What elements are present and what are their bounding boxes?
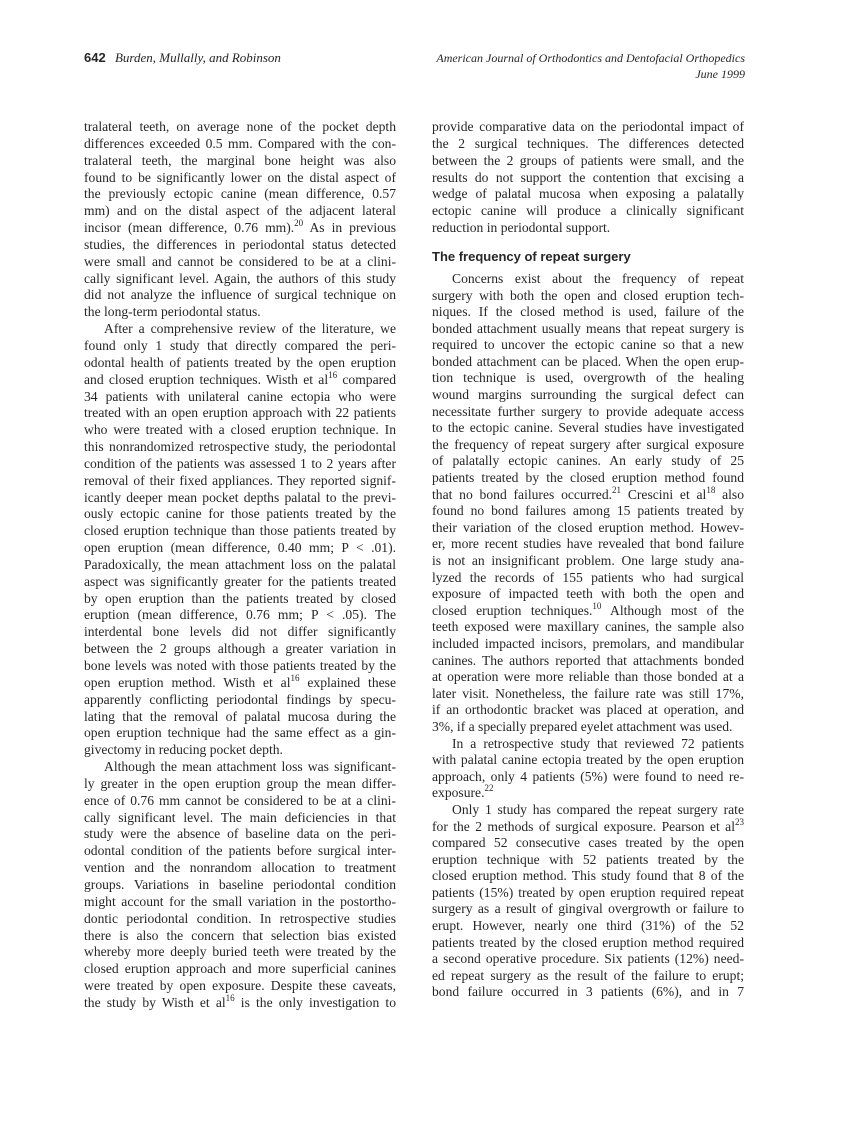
line-text: niques. If the closed method is used, failure of the bbox=[432, 304, 744, 320]
text-line bbox=[84, 321, 396, 338]
citation-superscript: 16 bbox=[290, 672, 300, 683]
text-line bbox=[432, 520, 744, 537]
text-line bbox=[432, 852, 744, 869]
line-text: bond failure occurred in 3 patients (6%), and in 7 bbox=[432, 984, 744, 1000]
text-line bbox=[84, 456, 396, 473]
text-line bbox=[84, 153, 396, 170]
line-text: study were the absence of baseline data on the peri- bbox=[84, 826, 396, 842]
text-line bbox=[432, 354, 744, 371]
line-text: 34 patients with unilateral canine ectopia who were bbox=[84, 388, 396, 404]
line-text: is not an insignificant problem. One large study ana- bbox=[432, 553, 744, 568]
line-text: compared bbox=[337, 371, 396, 387]
line-text: provide comparative data on the periodontal impact of bbox=[432, 119, 744, 134]
line-text: at operation were more reliable than those bonded at a bbox=[432, 669, 744, 685]
line-text: that no bond failures occurred. bbox=[432, 486, 613, 502]
text-line bbox=[84, 793, 396, 810]
citation-superscript: 20 bbox=[294, 218, 304, 229]
line-text: er, more recent studies have revealed that bond failure bbox=[432, 536, 744, 552]
text-line bbox=[84, 186, 396, 203]
line-text: open eruption method. Wisth et al bbox=[84, 674, 291, 690]
text-line bbox=[432, 370, 744, 387]
text-line bbox=[84, 826, 396, 843]
line-text: canines. The authors reported that attachments bonded bbox=[432, 652, 744, 668]
text-line bbox=[432, 669, 744, 686]
text-line bbox=[432, 686, 744, 703]
text-line bbox=[432, 968, 744, 985]
text-line bbox=[432, 570, 744, 587]
line-text: odontal health of patients treated by the open eruption bbox=[84, 354, 396, 370]
line-text: tralateral teeth, on average none of the pocket depth bbox=[84, 119, 396, 134]
line-text: bone levels was noted with those patients treated by the bbox=[84, 658, 396, 673]
line-text: closed eruption approach and more superficial canines bbox=[84, 961, 396, 977]
text-line bbox=[432, 719, 744, 736]
line-text: differences exceeded 0.5 mm. Compared with the con- bbox=[84, 135, 396, 151]
line-text: cally significant level. Again, the authors of this study bbox=[84, 270, 396, 286]
text-line bbox=[432, 702, 744, 719]
text-line bbox=[432, 186, 744, 203]
text-line bbox=[84, 725, 396, 742]
text-line bbox=[84, 287, 396, 304]
line-text: is the only investigation to bbox=[234, 994, 396, 1010]
text-line bbox=[432, 453, 744, 470]
citation-superscript: 16 bbox=[225, 992, 235, 1003]
line-text: teeth exposed were maxillary canines, the sample also bbox=[432, 619, 744, 635]
line-text: results do not support the contention that excising a bbox=[432, 169, 744, 185]
citation-superscript: 18 bbox=[706, 484, 716, 495]
text-line bbox=[84, 776, 396, 793]
text-line bbox=[432, 337, 744, 354]
running-authors: Burden, Mullally, and Robinson bbox=[114, 50, 281, 65]
text-line bbox=[432, 437, 744, 454]
line-text: necessitate further surgery to provide adequate access bbox=[432, 403, 744, 419]
line-text: surgery with both the open and closed eruption tech- bbox=[432, 287, 744, 303]
text-line bbox=[84, 810, 396, 827]
line-text: by open eruption than the patients treated by closed bbox=[84, 590, 396, 606]
text-line bbox=[84, 304, 396, 321]
line-text: Although the mean attachment loss was significant- bbox=[104, 759, 396, 775]
text-line bbox=[432, 387, 744, 404]
text-line bbox=[432, 503, 744, 520]
line-text: As in previous bbox=[303, 220, 396, 236]
text-line bbox=[84, 574, 396, 591]
line-text: between the 2 groups of patients were small, and the bbox=[432, 152, 744, 168]
citation-superscript: 22 bbox=[484, 783, 494, 794]
line-text: between the 2 groups although a greater variation in bbox=[84, 641, 396, 657]
line-text: aspect was significantly greater for the patients treated bbox=[84, 573, 396, 589]
line-text: erupt. However, nearly one third (31%) of the 52 bbox=[432, 918, 744, 934]
text-line bbox=[432, 984, 744, 1001]
line-text: lating that the removal of palatal mucosa during the bbox=[84, 708, 396, 724]
text-line bbox=[84, 557, 396, 574]
text-line bbox=[84, 136, 396, 153]
text-line bbox=[432, 536, 744, 553]
line-text: After a comprehensive review of the literature, we bbox=[104, 321, 396, 337]
line-text: who were treated with a closed eruption technique. In bbox=[84, 422, 396, 438]
text-line bbox=[84, 877, 396, 894]
section-heading: The frequency of repeat surgery bbox=[432, 248, 631, 264]
page-number: 642 bbox=[84, 50, 106, 65]
text-line bbox=[432, 619, 744, 636]
line-text: cally significant level. The main deficiencies in that bbox=[84, 809, 396, 825]
text-line bbox=[432, 420, 744, 437]
line-text: odontal condition of the patients before surgical inter- bbox=[84, 843, 396, 859]
line-text: of palatally ectopic canines. An early study of 25 bbox=[432, 453, 744, 469]
citation-superscript: 10 bbox=[592, 600, 602, 611]
text-line bbox=[432, 404, 744, 421]
line-text: later visit. Nonetheless, the failure rate was still 17%, bbox=[432, 685, 744, 701]
line-text: were small and cannot be considered to be at a clini- bbox=[84, 253, 396, 269]
line-text: ectopic canine will produce a clinically significant bbox=[432, 203, 744, 219]
text-line bbox=[432, 885, 744, 902]
text-line bbox=[432, 271, 744, 288]
text-line bbox=[84, 254, 396, 271]
left-column bbox=[84, 119, 396, 1012]
text-line bbox=[84, 928, 396, 945]
text-line bbox=[84, 540, 396, 557]
text-line bbox=[432, 203, 744, 220]
text-line bbox=[84, 911, 396, 928]
line-text: removal of their fixed appliances. They reported signif- bbox=[84, 472, 396, 488]
line-text: dontic periodontal condition. In retrospective studies bbox=[84, 910, 396, 926]
text-line bbox=[432, 816, 744, 836]
text-line bbox=[432, 636, 744, 653]
line-text: condition of the patients was assessed 1 to 2 years after bbox=[84, 455, 396, 471]
line-text: the previously ectopic canine (mean difference, 0.57 bbox=[84, 186, 396, 202]
text-line bbox=[432, 802, 744, 819]
text-line bbox=[432, 769, 744, 786]
text-line bbox=[432, 119, 744, 136]
line-text: found no bond failures among 15 patients treated by bbox=[432, 503, 744, 519]
line-text: patients treated by the closed eruption method found bbox=[432, 470, 744, 486]
text-line bbox=[84, 658, 396, 675]
line-text: their variation of the closed eruption method. Howev- bbox=[432, 519, 744, 535]
text-line bbox=[84, 992, 396, 1012]
line-text: surgery as a result of gingival overgrowth or failure to bbox=[432, 901, 744, 917]
line-text: vention and the nonrandom allocation to treatment bbox=[84, 860, 396, 876]
line-text: there is also the concern that selection bias existed bbox=[84, 927, 396, 943]
text-line bbox=[432, 586, 744, 603]
text-line bbox=[432, 752, 744, 769]
line-text: found only 1 study that directly compared the peri- bbox=[84, 337, 396, 353]
line-text: exposure of impacted teeth with both the open and bbox=[432, 586, 744, 602]
text-line bbox=[84, 641, 396, 658]
line-text: the study by Wisth et al bbox=[84, 994, 226, 1010]
issue-date: June 1999 bbox=[695, 67, 745, 81]
text-line bbox=[432, 288, 744, 305]
text-line bbox=[432, 470, 744, 487]
text-line bbox=[432, 170, 744, 187]
line-text: tion technique is used, overgrowth of the healing bbox=[432, 370, 744, 386]
text-line bbox=[84, 944, 396, 961]
text-line bbox=[84, 523, 396, 540]
text-line bbox=[84, 506, 396, 523]
line-text: might account for the small variation in the postortho- bbox=[84, 893, 396, 909]
line-text: treated with an open eruption approach with 22 patients bbox=[84, 405, 396, 421]
line-text: closed eruption technique than those patients treated by bbox=[84, 523, 396, 539]
text-line bbox=[84, 490, 396, 507]
text-line bbox=[84, 692, 396, 709]
right-column-top bbox=[432, 119, 744, 237]
line-text: a second operative procedure. Six patients (12%) need- bbox=[432, 951, 744, 967]
line-text: the frequency of repeat surgery after surgical exposure bbox=[432, 436, 744, 452]
text-line bbox=[432, 304, 744, 321]
text-line bbox=[84, 422, 396, 439]
line-text: studies, the differences in periodontal status detected bbox=[84, 236, 396, 252]
citation-superscript: 21 bbox=[612, 484, 622, 495]
line-text: lyzed the records of 155 patients who had surgical bbox=[432, 569, 744, 585]
text-line bbox=[84, 271, 396, 288]
text-line bbox=[432, 868, 744, 885]
line-text: patients treated by the closed eruption method required bbox=[432, 934, 744, 950]
line-text: reduction in periodontal support. bbox=[432, 220, 611, 236]
text-line bbox=[84, 742, 396, 759]
line-text: patients (15%) treated by open eruption required repeat bbox=[432, 884, 744, 900]
line-text: exposure. bbox=[432, 785, 485, 801]
text-line bbox=[84, 170, 396, 187]
line-text: this nonrandomized retrospective study, the periodontal bbox=[84, 439, 396, 455]
line-text: found to be significantly lower on the distal aspect of bbox=[84, 169, 396, 185]
line-text: Only 1 study has compared the repeat surgery rate bbox=[452, 801, 744, 817]
line-text: compared 52 consecutive cases treated by the open bbox=[432, 835, 744, 851]
line-text: 3%, if a specially prepared eyelet attachment was used. bbox=[432, 718, 733, 734]
line-text: bonded attachment can be placed. When the open erup- bbox=[432, 353, 744, 369]
text-line bbox=[84, 961, 396, 978]
text-line bbox=[432, 653, 744, 670]
line-text: required to uncover the ectopic canine so that a new bbox=[432, 337, 744, 353]
line-text: also bbox=[715, 486, 745, 502]
journal-title: American Journal of Orthodontics and Dentofacial Orthopedics bbox=[436, 51, 745, 65]
line-text: closed eruption techniques. bbox=[432, 602, 593, 618]
line-text: for the 2 methods of surgical exposure. Pearson et al bbox=[432, 818, 735, 834]
line-text: if an orthodontic bracket was placed at operation, and bbox=[432, 702, 744, 718]
text-line bbox=[84, 119, 396, 136]
citation-superscript: 23 bbox=[735, 816, 744, 827]
line-text: ly greater in the open eruption group the mean differ- bbox=[84, 775, 396, 791]
text-line bbox=[84, 389, 396, 406]
line-text: incisor (mean difference, 0.76 mm). bbox=[84, 220, 295, 236]
line-text: wound margins surrounding the surgical defect can bbox=[432, 387, 744, 403]
text-line bbox=[432, 736, 744, 753]
text-line bbox=[84, 237, 396, 254]
text-line bbox=[84, 709, 396, 726]
text-line bbox=[84, 439, 396, 456]
line-text: approach, only 4 patients (5%) were found to need re- bbox=[432, 768, 744, 784]
text-line bbox=[84, 843, 396, 860]
text-line bbox=[84, 860, 396, 877]
text-line bbox=[432, 553, 744, 570]
text-line bbox=[432, 785, 744, 802]
running-header-left bbox=[84, 50, 281, 66]
line-text: to the ectopic canine. Several studies have investigated bbox=[432, 420, 744, 436]
line-text: whereby more deeply buried teeth were treated by the bbox=[84, 944, 396, 960]
text-line bbox=[432, 918, 744, 935]
line-text: interdental bone levels did not differ significantly bbox=[84, 624, 396, 640]
text-line bbox=[84, 591, 396, 608]
line-text: open eruption (mean difference, 0.40 mm; P < .01). bbox=[84, 540, 396, 556]
right-column-bottom bbox=[432, 271, 744, 1001]
line-text: mm) and on the distal aspect of the adjacent lateral bbox=[84, 203, 396, 219]
line-text: Concerns exist about the frequency of repeat bbox=[452, 270, 744, 286]
line-text: groups. Variations in baseline periodontal condition bbox=[84, 876, 396, 892]
right-column bbox=[432, 119, 744, 1001]
text-line bbox=[84, 355, 396, 372]
line-text: In a retrospective study that reviewed 72 patients bbox=[452, 735, 744, 751]
line-text: wedge of palatal mucosa when exposing a palatally bbox=[432, 186, 744, 202]
text-line bbox=[84, 607, 396, 624]
line-text: eruption (mean difference, 0.76 mm; P < .05). The bbox=[84, 607, 396, 623]
line-text: closed eruption method. This study found that 8 of the bbox=[432, 868, 744, 884]
line-text: givectomy in reducing pocket depth. bbox=[84, 742, 283, 758]
line-text: with palatal canine ectopia treated by the open eruption bbox=[432, 752, 744, 768]
text-line bbox=[432, 321, 744, 338]
line-text: included impacted incisors, premolars, and mandibular bbox=[432, 635, 744, 651]
text-line bbox=[432, 600, 744, 620]
text-line bbox=[432, 484, 745, 504]
running-header-right bbox=[436, 50, 745, 82]
line-text: apparently conflicting periodontal findings by specu- bbox=[84, 691, 396, 707]
line-text: tralateral teeth, the marginal bone height was also bbox=[84, 152, 396, 168]
line-text: bonded attachment usually means that repeat surgery is bbox=[432, 320, 744, 336]
line-text: explained these bbox=[299, 674, 396, 690]
line-text: ence of 0.76 mm cannot be considered to be at a clini- bbox=[84, 792, 396, 808]
line-text: did not analyze the influence of surgical technique on bbox=[84, 287, 396, 303]
text-line bbox=[84, 220, 396, 237]
text-line bbox=[84, 203, 396, 220]
line-text: Crescini et al bbox=[621, 486, 707, 502]
text-line bbox=[432, 835, 744, 852]
text-line bbox=[84, 978, 396, 995]
line-text: the 2 surgical techniques. The differences detected bbox=[432, 135, 744, 151]
line-text: open eruption technique had the same effect as a gin- bbox=[84, 725, 396, 741]
line-text: icantly deeper mean pocket depths palatal to the previ- bbox=[84, 489, 396, 505]
text-line bbox=[432, 136, 744, 153]
text-line bbox=[84, 369, 396, 389]
line-text: Although most of the bbox=[601, 602, 744, 618]
text-line bbox=[432, 153, 744, 170]
line-text: were treated by open exposure. Despite these caveats, bbox=[84, 978, 396, 994]
text-line bbox=[432, 220, 744, 237]
line-text: ously ectopic canine for those patients treated by the bbox=[84, 506, 396, 522]
text-line bbox=[84, 405, 396, 422]
line-text: and closed eruption techniques. Wisth et al bbox=[84, 371, 329, 387]
line-text: Paradoxically, the mean attachment loss on the palatal bbox=[84, 556, 396, 572]
line-text: eruption technique with 52 patients treated by the bbox=[432, 851, 744, 867]
text-line bbox=[84, 759, 396, 776]
text-line bbox=[84, 624, 396, 641]
text-line bbox=[432, 951, 744, 968]
text-line bbox=[432, 901, 744, 918]
text-line bbox=[84, 672, 396, 692]
text-line bbox=[432, 935, 744, 952]
line-text: ed repeat surgery as the result of the failure to erupt; bbox=[432, 967, 744, 983]
text-line bbox=[84, 338, 396, 355]
line-text: the long-term periodontal status. bbox=[84, 304, 261, 320]
text-line bbox=[84, 473, 396, 490]
text-line bbox=[84, 894, 396, 911]
citation-superscript: 16 bbox=[328, 369, 338, 380]
